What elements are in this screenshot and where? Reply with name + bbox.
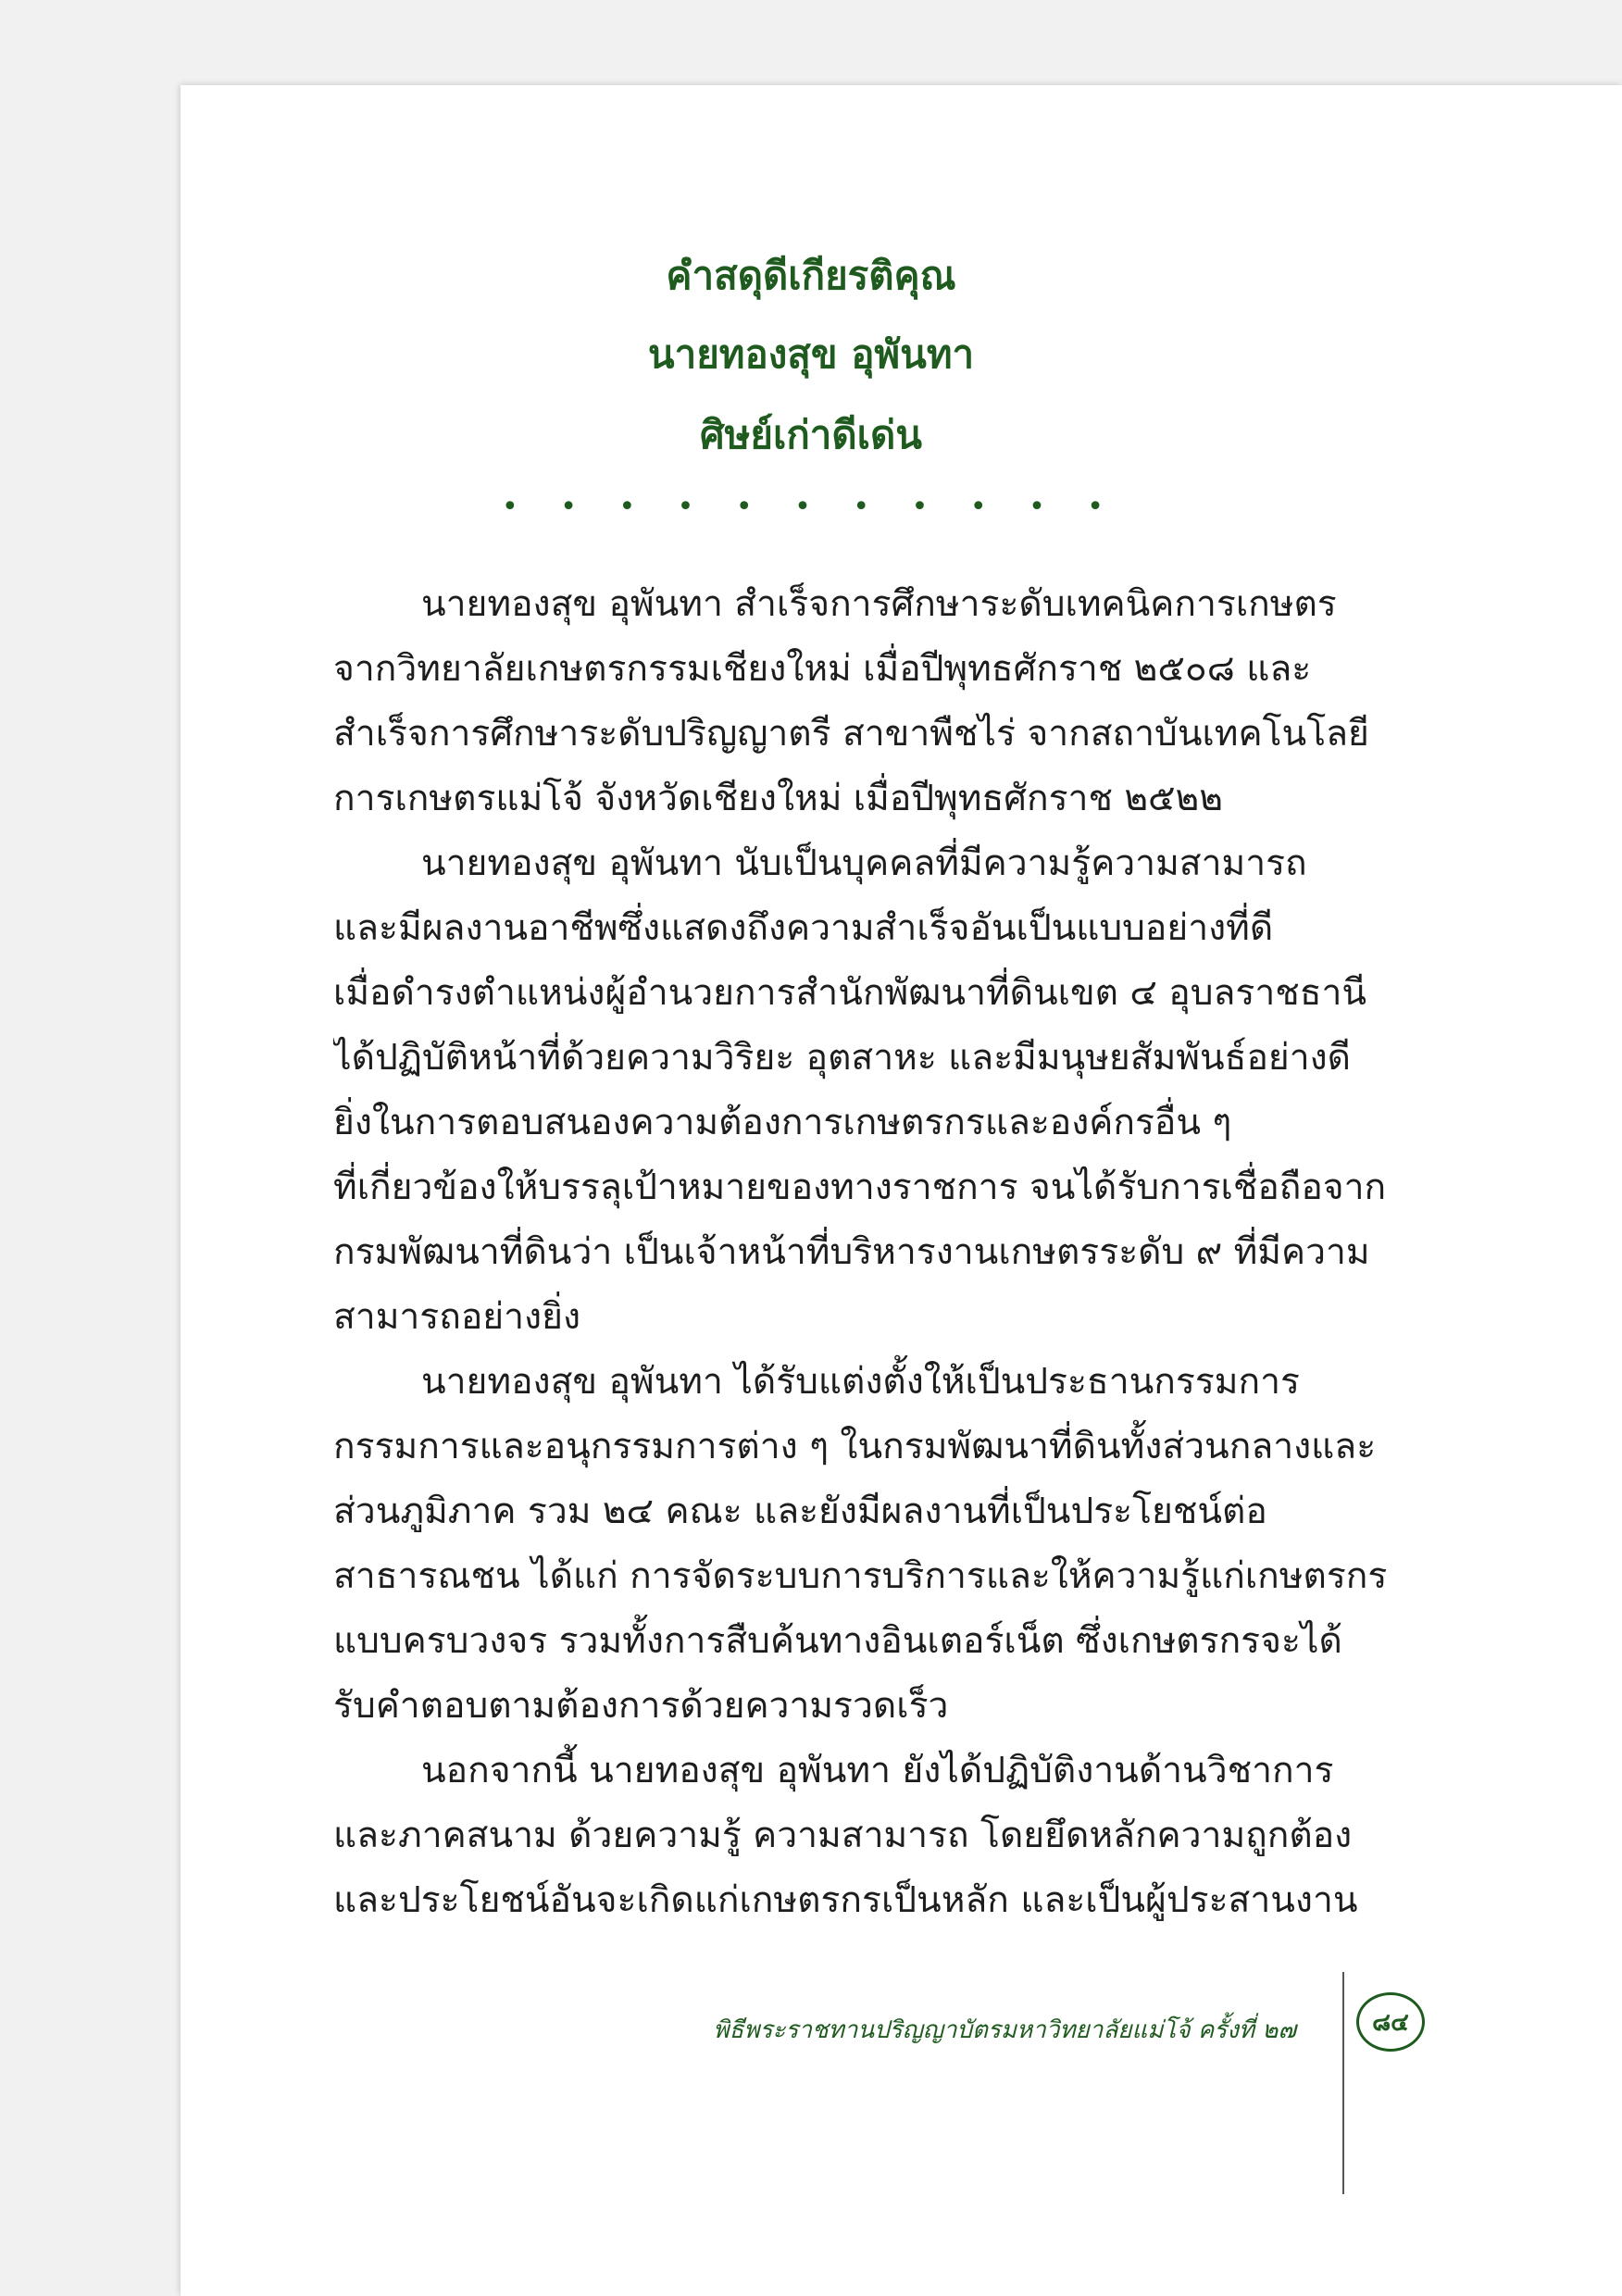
body-line: แบบครบวงจร รวมทั้งการสืบค้นทางอินเตอร์เน็ต ซึ่งเกษตรกรจะได้ [333, 1620, 1342, 1662]
body-line: สาธารณชน ได้แก่ การจัดระบบการบริการและให้ความรู้แก่เกษตรกร [333, 1555, 1388, 1597]
body-line: ยิ่งในการตอบสนองความต้องการเกษตรกรและองค์กรอื่น ๆ [333, 1102, 1232, 1143]
body-line: นอกจากนี้ นายทองสุข อุพันทา ยังได้ปฏิบัติงานด้านวิชาการ [421, 1750, 1334, 1791]
heading-name: นายทองสุข อุพันทา [647, 331, 975, 377]
footer-caption: พิธีพระราชทานปริญญาบัตรมหาวิทยาลัยแม่โจ้ ครั้งที่ ๒๗ [713, 2016, 1296, 2044]
body-line: นายทองสุข อุพันทา สำเร็จการศึกษาระดับเทคนิคการเกษตร [421, 583, 1337, 625]
body-line: นายทองสุข อุพันทา นับเป็นบุคคลที่มีความรู้ความสามารถ [421, 842, 1307, 884]
body-line: เมื่อดำรงตำแหน่งผู้อำนวยการสำนักพัฒนาที่ดินเขต ๔ อุบลราชธานี [333, 972, 1367, 1014]
body-line: กรมพัฒนาที่ดินว่า เป็นเจ้าหน้าที่บริหารงานเกษตรระดับ ๙ ที่มีความ [333, 1231, 1370, 1273]
body-line: และประโยชน์อันจะเกิดแก่เกษตรกรเป็นหลัก และเป็นผู้ประสานงาน [333, 1879, 1358, 1921]
footer-divider [1342, 1972, 1344, 2194]
body-line: ที่เกี่ยวข้องให้บรรลุเป้าหมายของทางราชการ จนได้รับการเชื่อถือจาก [333, 1167, 1387, 1208]
heading-subtitle: ศิษย์เก่าดีเด่น [700, 412, 922, 457]
heading-divider: • • • • • • • • • • • [501, 491, 1120, 523]
body-line: ได้ปฏิบัติหน้าที่ด้วยความวิริยะ อุตสาหะ และมีมนุษยสัมพันธ์อย่างดี [333, 1037, 1352, 1079]
body-line: สามารถอย่างยิ่ง [333, 1296, 580, 1338]
body-line: นายทองสุข อุพันทา ได้รับแต่งตั้งให้เป็นประธานกรรมการ [421, 1361, 1300, 1403]
body-line: และภาคสนาม ด้วยความรู้ ความสามารถ โดยยึดหลักความถูกต้อง [333, 1815, 1353, 1856]
body-line: สำเร็จการศึกษาระดับปริญญาตรี สาขาพืชไร่ จากสถาบันเทคโนโลยี [333, 713, 1369, 755]
body-line: จากวิทยาลัยเกษตรกรรมเชียงใหม่ เมื่อปีพุทธศักราช ๒๕๐๘ และ [333, 648, 1312, 690]
page-number: ๘๔ [1372, 2008, 1409, 2037]
body-line: รับคำตอบตามต้องการด้วยความรวดเร็ว [333, 1685, 949, 1727]
body-line: กรรมการและอนุกรรมการต่าง ๆ ในกรมพัฒนาที่ดินทั้งส่วนกลางและ [333, 1426, 1377, 1467]
body-line: และมีผลงานอาชีพซึ่งแสดงถึงความสำเร็จอันเป็นแบบอย่างที่ดี [333, 907, 1274, 949]
body-line: การเกษตรแม่โจ้ จังหวัดเชียงใหม่ เมื่อปีพุทธศักราช ๒๕๒๒ [333, 778, 1223, 819]
page-number-badge [1356, 1992, 1425, 2052]
heading-title: คำสดุดีเกียรติคุณ [666, 253, 956, 298]
body-line: ส่วนภูมิภาค รวม ๒๔ คณะ และยังมีผลงานที่เป็นประโยชน์ต่อ [333, 1491, 1267, 1532]
